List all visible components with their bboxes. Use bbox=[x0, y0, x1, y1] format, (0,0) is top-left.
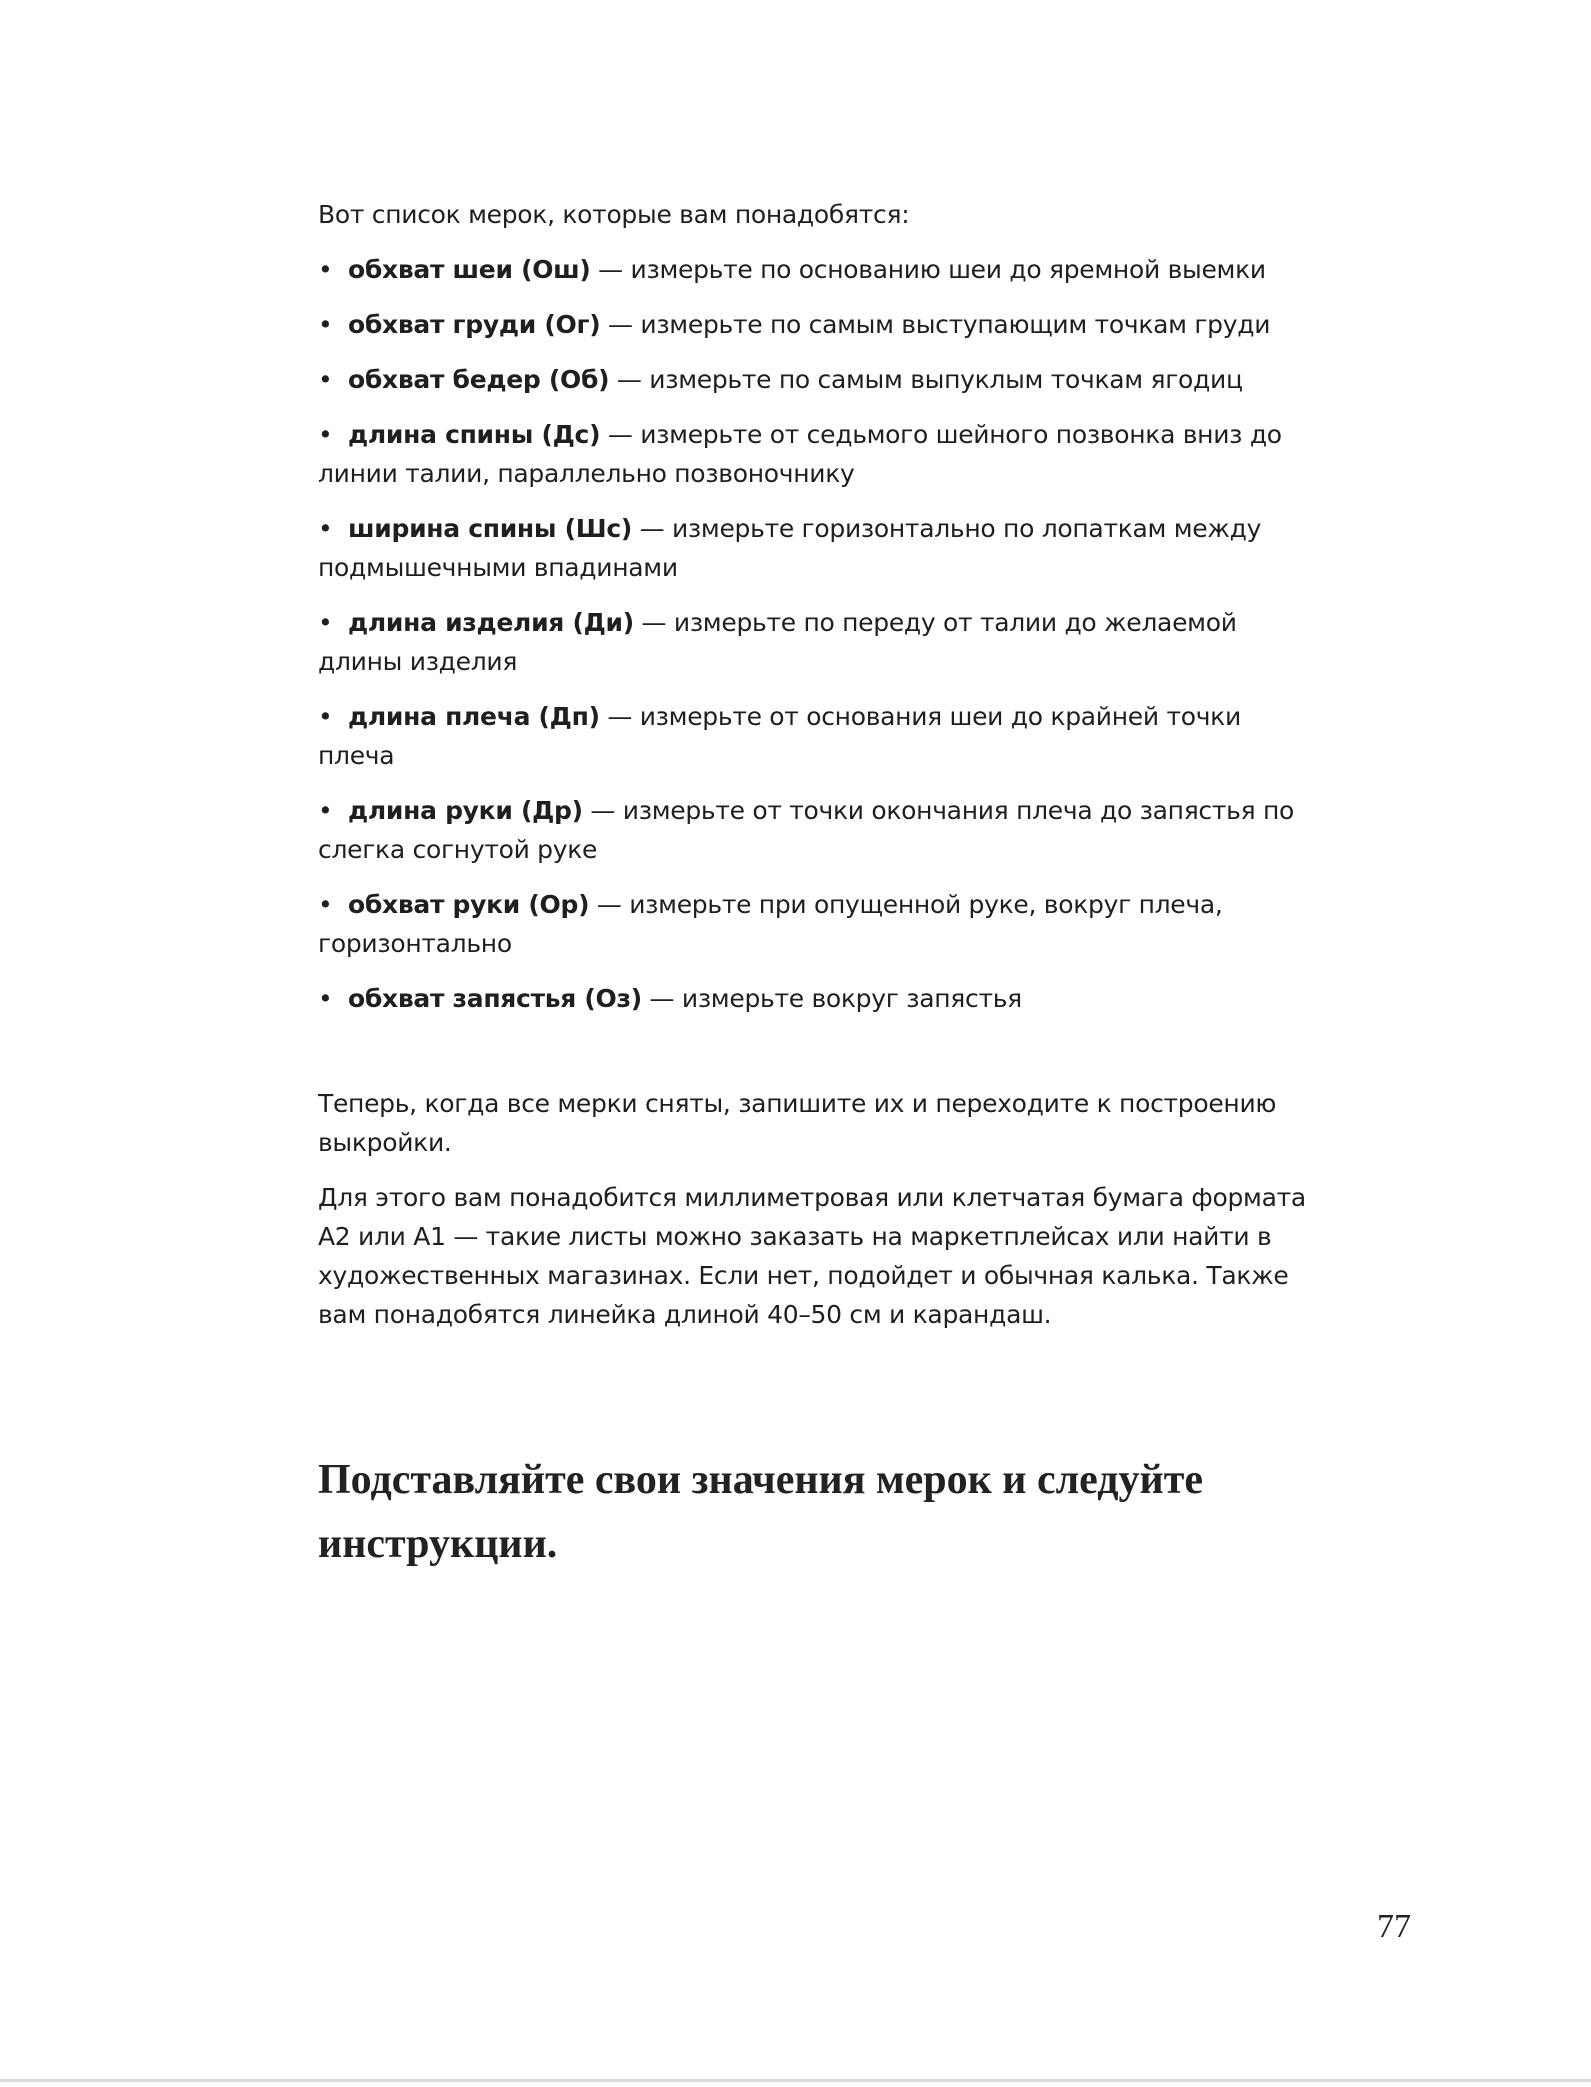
list-item bbox=[318, 791, 1318, 869]
list-item bbox=[318, 360, 1318, 399]
list-item bbox=[318, 509, 1318, 587]
measure-description: — измерьте по переду от талии до желаемой длины изделия bbox=[318, 608, 1237, 676]
measure-description: — измерьте горизонтально по лопаткам между подмышечными впадинами bbox=[318, 514, 1262, 582]
measure-description: — измерьте при опущенной руке, вокруг плеча, горизонтально bbox=[318, 890, 1223, 958]
measure-term: обхват руки (Ор) bbox=[348, 890, 590, 919]
measure-description: — измерьте по самым выступающим точкам груди bbox=[600, 310, 1271, 339]
measure-description: — измерьте по самым выпуклым точкам ягодиц bbox=[609, 365, 1243, 394]
page-body bbox=[318, 195, 1318, 1334]
list-item bbox=[318, 250, 1318, 289]
measure-description: — измерьте от основания шеи до крайней точки плеча bbox=[318, 702, 1241, 770]
measure-term: обхват бедер (Об) bbox=[348, 365, 610, 394]
measure-term: ширина спины (Шс) bbox=[348, 514, 632, 543]
measure-term: обхват шеи (Ош) bbox=[348, 255, 591, 284]
list-item bbox=[318, 603, 1318, 681]
page-number: 77 bbox=[1377, 1908, 1411, 1945]
bullet-icon: • bbox=[318, 365, 333, 394]
bullet-icon: • bbox=[318, 608, 333, 637]
list-item bbox=[318, 979, 1318, 1018]
section-heading: Подставляйте свои значения мерок и следуйте инструкции. bbox=[318, 1457, 1203, 1567]
intro-text: Вот список мерок, которые вам понадобятся: bbox=[318, 200, 910, 229]
bullet-icon: • bbox=[318, 310, 333, 339]
bullet-icon: • bbox=[318, 255, 333, 284]
measure-term: обхват запястья (Оз) bbox=[348, 984, 642, 1013]
measure-description: — измерьте по основанию шеи до яремной выемки bbox=[590, 255, 1266, 284]
bullet-icon: • bbox=[318, 514, 333, 543]
paragraph-materials: Для этого вам понадобится миллиметровая или клетчатая бумага формата А2 или А1 — такие листы можно заказать на маркетплейсах или найти в художественных магазинах. Если нет, подойдет и обычная калька. Также вам понадобятся линейка длиной 40–50 см и карандаш. bbox=[318, 1183, 1306, 1329]
measure-term: обхват груди (Ог) bbox=[348, 310, 601, 339]
bullet-icon: • bbox=[318, 984, 333, 1013]
bullet-icon: • bbox=[318, 702, 333, 731]
bullet-icon: • bbox=[318, 796, 333, 825]
measure-description: — измерьте от точки окончания плеча до запястья по слегка согнутой руке bbox=[318, 796, 1295, 864]
list-item bbox=[318, 697, 1318, 775]
measure-description: — измерьте вокруг запястья bbox=[641, 984, 1022, 1013]
measure-term: длина плеча (Дп) bbox=[348, 702, 600, 731]
list-item bbox=[318, 415, 1318, 493]
list-item bbox=[318, 885, 1318, 963]
list-item bbox=[318, 305, 1318, 344]
bullet-icon: • bbox=[318, 890, 333, 919]
bottom-divider bbox=[0, 2079, 1591, 2082]
measure-term: длина руки (Др) bbox=[348, 796, 583, 825]
paragraph-next-steps: Теперь, когда все мерки сняты, запишите их и переходите к построению выкройки. bbox=[318, 1089, 1277, 1157]
bullet-icon: • bbox=[318, 420, 333, 449]
measure-description: — измерьте от седьмого шейного позвонка вниз до линии талии, параллельно позвоночнику bbox=[318, 420, 1282, 488]
measurements-list bbox=[318, 250, 1318, 1018]
measure-term: длина изделия (Ди) bbox=[348, 608, 634, 637]
measure-term: длина спины (Дс) bbox=[348, 420, 601, 449]
